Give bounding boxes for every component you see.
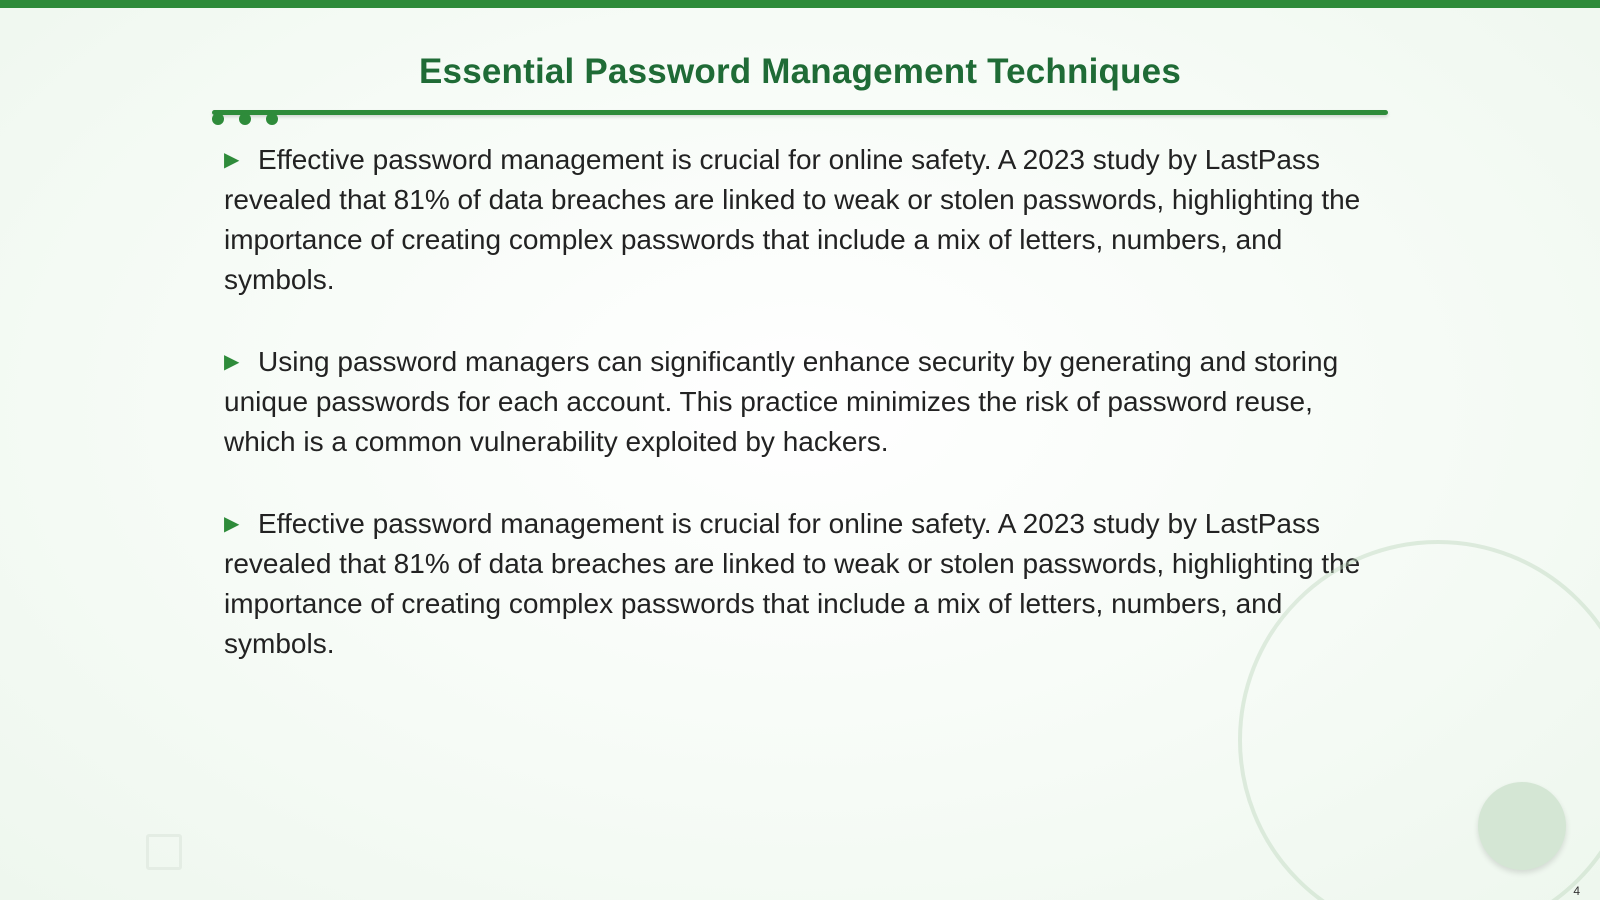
triangle-right-icon: ▶ [224,513,240,535]
decorative-square [146,834,182,870]
bullet-text: Effective password management is crucial for online safety. A 2023 study by LastPass revealed that 81% of data breaches are linked to weak or stolen passwords, highlighting the importance of creating complex passwords that include a mix of letters, numbers, and symbols. [224,508,1361,659]
bullet-item [224,342,1374,462]
top-accent-bar [0,0,1600,8]
bullet-text: Using password managers can significantly enhance security by generating and storing unique passwords for each account. This practice minimizes the risk of password reuse, which is a common vulnerability exploited by hackers. [224,346,1339,457]
bullet-item [224,504,1374,664]
triangle-right-icon: ▶ [224,351,240,373]
title-underline [212,110,1388,115]
page-number: 4 [1573,884,1580,898]
triangle-right-icon: ▶ [224,149,240,171]
decorative-dot [266,113,278,125]
decorative-dot [212,113,224,125]
bullet-list [224,140,1374,706]
decorative-dot [239,113,251,125]
bullet-text: Effective password management is crucial for online safety. A 2023 study by LastPass revealed that 81% of data breaches are linked to weak or stolen passwords, highlighting the importance of creating complex passwords that include a mix of letters, numbers, and symbols. [224,144,1361,295]
bullet-item [224,140,1374,300]
slide-title: Essential Password Management Techniques [418,52,1182,91]
decorative-circle [1478,782,1566,870]
